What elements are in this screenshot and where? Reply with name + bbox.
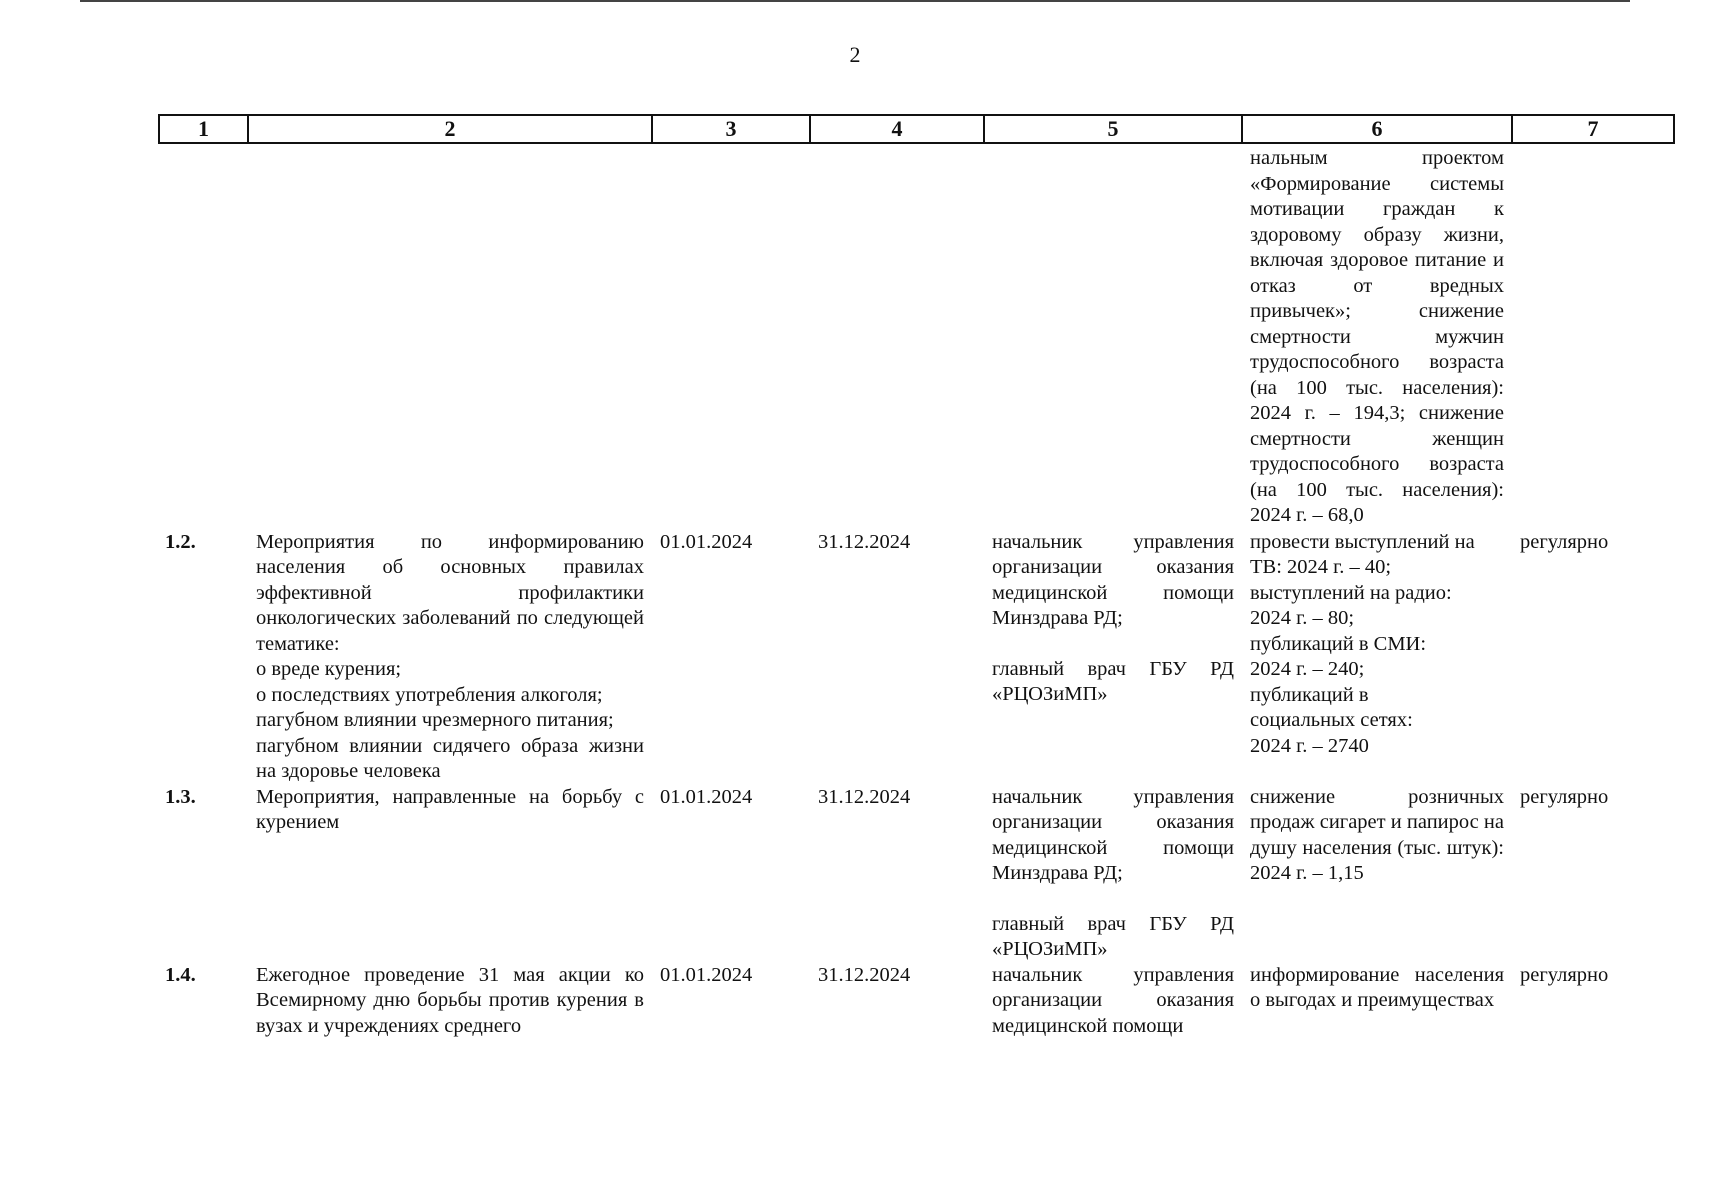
- responsible-primary: начальник управления организации оказания медицинской помощи Минздрава РД;: [992, 785, 1234, 884]
- header-row: [159, 115, 1674, 143]
- header-col-7: 7: [1512, 115, 1674, 143]
- row-number: 1.4.: [165, 963, 196, 986]
- measure-topic: пагубном влиянии сидячего образа жизни на здоровье человека: [256, 734, 644, 782]
- table-row: [159, 963, 1674, 1040]
- result-line: выступлений на радио:: [1250, 581, 1452, 604]
- result-line: 2024 г. – 240;: [1250, 658, 1365, 680]
- result-line: публикаций в СМИ:: [1250, 632, 1427, 655]
- header-col-3: 3: [652, 115, 810, 143]
- continuation-row: [159, 143, 1674, 530]
- expected-result: [1242, 530, 1512, 785]
- start-date: 01.01.2024: [660, 785, 753, 808]
- measure-topic: о последствиях употребления алкоголя;: [256, 683, 603, 706]
- row-number: 1.3.: [165, 785, 196, 808]
- start-date: 01.01.2024: [660, 963, 753, 986]
- expected-result: информирование населения о выгодах и преимуществах: [1250, 963, 1504, 1011]
- header-col-5: 5: [984, 115, 1242, 143]
- measure-topic: о вреде курения;: [256, 658, 402, 680]
- row-number: 1.2.: [165, 530, 196, 553]
- responsible-primary: начальник управления организации оказания медицинской помощи: [992, 963, 1234, 1037]
- measure-topic: пагубном влиянии чрезмерного питания;: [256, 709, 614, 731]
- execution-period: регулярно: [1520, 785, 1609, 808]
- end-date: 31.12.2024: [818, 963, 911, 986]
- header-col-6: 6: [1242, 115, 1512, 143]
- result-line: социальных сетях:: [1250, 709, 1413, 731]
- header-col-2: 2: [248, 115, 652, 143]
- plan-table: [158, 114, 1675, 1039]
- responsible-secondary: главный врач ГБУ РД «РЦОЗиМП»: [992, 657, 1234, 705]
- responsible: [984, 785, 1242, 963]
- result-line: 2024 г. – 2740: [1250, 734, 1369, 757]
- measure-name: Ежегодное проведение 31 мая акции ко Всемирному дню борьбы против курения в вузах и учреждениях среднего: [256, 963, 644, 1037]
- result-line: 2024 г. – 80;: [1250, 607, 1355, 629]
- table-row: [159, 530, 1674, 785]
- measure-name: [248, 530, 652, 785]
- page-number: 2: [849, 42, 861, 67]
- header-col-1: 1: [159, 115, 248, 143]
- end-date: 31.12.2024: [818, 530, 911, 553]
- result-line: провести выступлений на ТВ: 2024 г. – 40;: [1250, 530, 1475, 578]
- continuation-result-text: нальным проектом «Формирование системы мотивации граждан к здоровому образу жизни, включая здоровое питание и отказ от вредных привычек»; снижение смертности мужчин трудоспособного возраста (на 100 тыс. населения): 2024 г. – 194,3; снижение смертности женщин трудоспособного возраста (на 100 тыс. населения): 2024 г. – 68,0: [1250, 147, 1504, 526]
- execution-period: регулярно: [1520, 963, 1609, 986]
- header-col-4: 4: [810, 115, 984, 143]
- execution-period: регулярно: [1520, 530, 1609, 553]
- end-date: 31.12.2024: [818, 785, 911, 808]
- start-date: 01.01.2024: [660, 530, 753, 553]
- measure-name-intro: Мероприятия по информированию населения об основных правилах эффективной профилактики онкологических заболеваний по следующей тематике:: [256, 530, 644, 655]
- responsible-primary: начальник управления организации оказания медицинской помощи Минздрава РД;: [992, 530, 1234, 629]
- expected-result: снижение розничных продаж сигарет и папирос на душу населения (тыс. штук): 2024 г. – 1,15: [1250, 785, 1504, 884]
- responsible: [984, 530, 1242, 785]
- page-top-border: [80, 0, 1630, 2]
- responsible: [984, 963, 1242, 1040]
- measure-name: Мероприятия, направленные на борьбу с курением: [256, 785, 644, 833]
- plan-table-wrapper: [158, 114, 1673, 1039]
- table-row: [159, 785, 1674, 963]
- responsible-secondary: главный врач ГБУ РД «РЦОЗиМП»: [992, 912, 1234, 960]
- result-line: публикаций в: [1250, 683, 1369, 706]
